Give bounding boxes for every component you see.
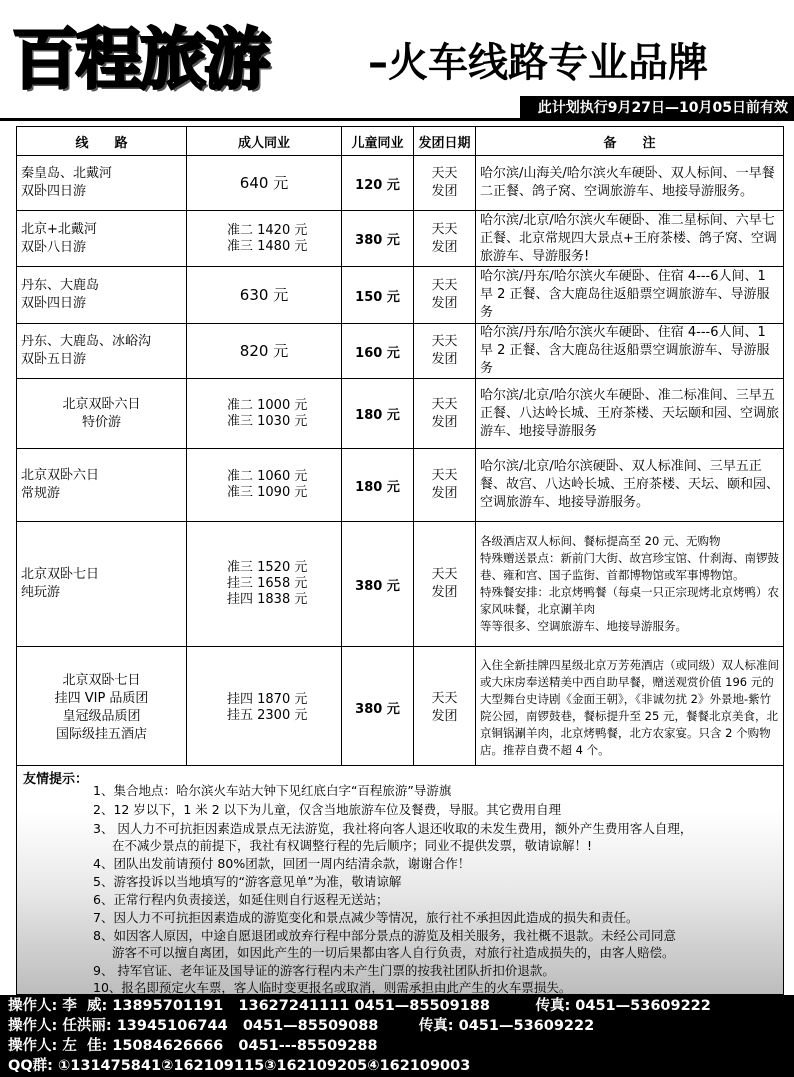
child-price-cell: 150 元 — [342, 267, 414, 324]
header — [0, 0, 794, 100]
table-row — [17, 211, 784, 267]
tip-item: 10、报名即预定火车票，客人临时变更报名或取消，则需承担由此产生的火车票损失。 — [93, 980, 572, 995]
departure-cell: 天天 发团 — [414, 211, 476, 267]
brand-logo: 百程旅游 — [12, 21, 268, 98]
tip-item: 7、因人力不可抗拒因素造成的游览变化和景点减少等情况，旅行社不承担因此造成的损失和责任。 — [93, 910, 639, 925]
route-cell: 丹东、大鹿岛 双卧四日游 — [17, 267, 187, 324]
tip-item: 6、正常行程内负责接送，如延住则自行返程无送站； — [93, 892, 389, 907]
tip-item: 游客不可以擅自离团，如因此产生的一切后果都由客人自行负责，对旅行社造成损失的，由客人赔偿。 — [112, 945, 675, 960]
notes-cell: 哈尔滨/丹东/哈尔滨火车硬卧、住宿 4---6人间、1 早 2 正餐、含大鹿岛往返船票空调旅游车、导游服务 — [476, 324, 784, 379]
contact-line: 操作人: 左 佳: 15084626666 0451---85509288 — [8, 1038, 378, 1054]
adult-price-cell: 640 元 — [187, 156, 342, 211]
departure-cell: 天天 发团 — [414, 449, 476, 522]
departure-cell: 天天 发团 — [414, 324, 476, 379]
tip-item: 5、游客投诉以当地填写的“游客意见单”为准，敬请谅解 — [93, 874, 402, 889]
slogan: –火车线路专业品牌 — [368, 40, 708, 86]
adult-price-cell: 准二 1060 元 准三 1090 元 — [187, 449, 342, 522]
departure-cell: 天天 发团 — [414, 522, 476, 647]
departure-cell: 天天 发团 — [414, 267, 476, 324]
header-route: 线 路 — [17, 127, 187, 156]
table-row — [17, 647, 784, 769]
child-price-cell: 380 元 — [342, 522, 414, 647]
route-cell: 北京双卧六日 常规游 — [17, 449, 187, 522]
child-price-cell: 380 元 — [342, 211, 414, 267]
adult-price-cell: 准三 1520 元 挂三 1658 元 挂四 1838 元 — [187, 522, 342, 647]
table-header-row — [17, 127, 784, 156]
table-row — [17, 449, 784, 522]
adult-price-cell: 挂四 1870 元 挂五 2300 元 — [187, 647, 342, 769]
adult-price-cell: 准二 1420 元 准三 1480 元 — [187, 211, 342, 267]
table-row — [17, 267, 784, 324]
notes-cell: 哈尔滨/山海关/哈尔滨火车硬卧、双人标间、一早餐二正餐、鸽子窝、空调旅游车、地接导游服务。 — [476, 156, 784, 211]
header-child: 儿童同业 — [342, 127, 414, 156]
child-price-cell: 380 元 — [342, 647, 414, 769]
notes-cell: 哈尔滨/北京/哈尔滨火车硬卧、准二星标间、六早七正餐、北京常规四大景点+王府茶楼、鸽子窝、空调旅游车、导游服务! — [476, 211, 784, 267]
contact-line: 操作人: 李 威: 13895701191 13627241111 0451—85509188 传真: 0451—53609222 — [8, 998, 711, 1014]
tips-section — [16, 765, 784, 995]
route-cell: 北京双卧七日 挂四 VIP 品质团 皇冠级品质团 国际级挂五酒店 — [17, 647, 187, 769]
contacts-bar — [0, 995, 794, 1077]
departure-cell: 天天 发团 — [414, 379, 476, 449]
adult-price-cell: 820 元 — [187, 324, 342, 379]
adult-price-cell: 准二 1000 元 准三 1030 元 — [187, 379, 342, 449]
child-price-cell: 180 元 — [342, 449, 414, 522]
contact-line: QQ群: ①131475841②162109115③162109205④162109003 — [8, 1058, 471, 1074]
route-cell: 丹东、大鹿岛、冰峪沟 双卧五日游 — [17, 324, 187, 379]
contact-line: 操作人: 任洪丽: 13945106744 0451—85509088 传真: 0451—53609222 — [8, 1018, 595, 1034]
notes-cell: 各级酒店双人标间、餐标提高至 20 元、无购物 特殊赠送景点：新前门大街、故宫珍宝馆、什刹海、南锣鼓巷、雍和宫、国子监街、首都博物馆或军事博物馆。 特殊餐安排：北京烤鸭餐（每桌一只正宗现烤北京烤鸭）农家风味餐，北京涮羊肉 等等很多、空调旅游车、地接导游服务。 — [476, 522, 784, 647]
routes-table — [16, 126, 784, 769]
tip-item: 在不减少景点的前提下，我社有权调整行程的先后顺序；同业不提供发票，敬请谅解！! — [112, 838, 593, 853]
tip-item: 1、集合地点：哈尔滨火车站大钟下见红底白字“百程旅游”导游旗 — [93, 783, 452, 798]
table-row — [17, 522, 784, 647]
notes-cell: 哈尔滨/北京/哈尔滨硬卧、双人标准间、三早五正餐、故宫、八达岭长城、王府茶楼、天坛、颐和园、空调旅游车、地接导游服务。 — [476, 449, 784, 522]
route-cell: 北京双卧六日 特价游 — [17, 379, 187, 449]
table-row — [17, 156, 784, 211]
table-row — [17, 324, 784, 379]
validity-banner: 此计划执行9月27日—10月05日前有效 — [520, 96, 794, 120]
notes-cell: 哈尔滨/丹东/哈尔滨火车硬卧、住宿 4---6人间、1 早 2 正餐、含大鹿岛往返船票空调旅游车、导游服务 — [476, 267, 784, 324]
tips-title: 友情提示： — [23, 772, 89, 787]
adult-price-cell: 630 元 — [187, 267, 342, 324]
header-adult: 成人同业 — [187, 127, 342, 156]
tip-item: 4、团队出发前请预付 80%团款，回团一周内结清余款，谢谢合作！ — [93, 856, 471, 871]
departure-cell: 天天 发团 — [414, 647, 476, 769]
tip-item: 2、12 岁以下，1 米 2 以下为儿童，仅含当地旅游车位及餐费，导服。其它费用自理 — [93, 802, 562, 817]
notes-cell: 哈尔滨/北京/哈尔滨火车硬卧、准二标准间、三早五正餐、八达岭长城、王府茶楼、天坛颐和园、空调旅游车、地接导游服务 — [476, 379, 784, 449]
notes-cell: 入住全新挂牌四星级北京万芳苑酒店（或同级）双人标准间或大床房奉送精美中西自助早餐，赠送观赏价值 196 元的大型舞台史诗剧《金面王朝》，《非诚勿扰 2》外景地-紫竹院公园，南锣鼓巷，餐标提升至 25 元，餐餐北京美食，北京铜锅涮羊肉，北京烤鸭餐，北方农家宴。只含 2 个购物店。推荐自费不超 4 个。 — [476, 647, 784, 769]
tip-item: 3、 因人力不可抗拒因素造成景点无法游览，我社将向客人退还收取的未发生费用，额外产生费用客人自理， — [93, 821, 693, 836]
child-price-cell: 120 元 — [342, 156, 414, 211]
child-price-cell: 180 元 — [342, 379, 414, 449]
header-notes: 备 注 — [476, 127, 784, 156]
route-cell: 北京双卧七日 纯玩游 — [17, 522, 187, 647]
departure-cell: 天天 发团 — [414, 156, 476, 211]
route-cell: 秦皇岛、北戴河 双卧四日游 — [17, 156, 187, 211]
divider — [0, 118, 794, 121]
child-price-cell: 160 元 — [342, 324, 414, 379]
tip-item: 8、如因客人原因，中途自愿退团或放弃行程中部分景点的游览及相关服务，我社概不退款。未经公司同意 — [93, 928, 676, 943]
table-row — [17, 379, 784, 449]
route-cell: 北京+北戴河 双卧八日游 — [17, 211, 187, 267]
header-departure: 发团日期 — [414, 127, 476, 156]
tip-item: 9、 持军官证、老年证及国导证的游客行程内未产生门票的按我社团队折扣价退款。 — [93, 963, 555, 978]
